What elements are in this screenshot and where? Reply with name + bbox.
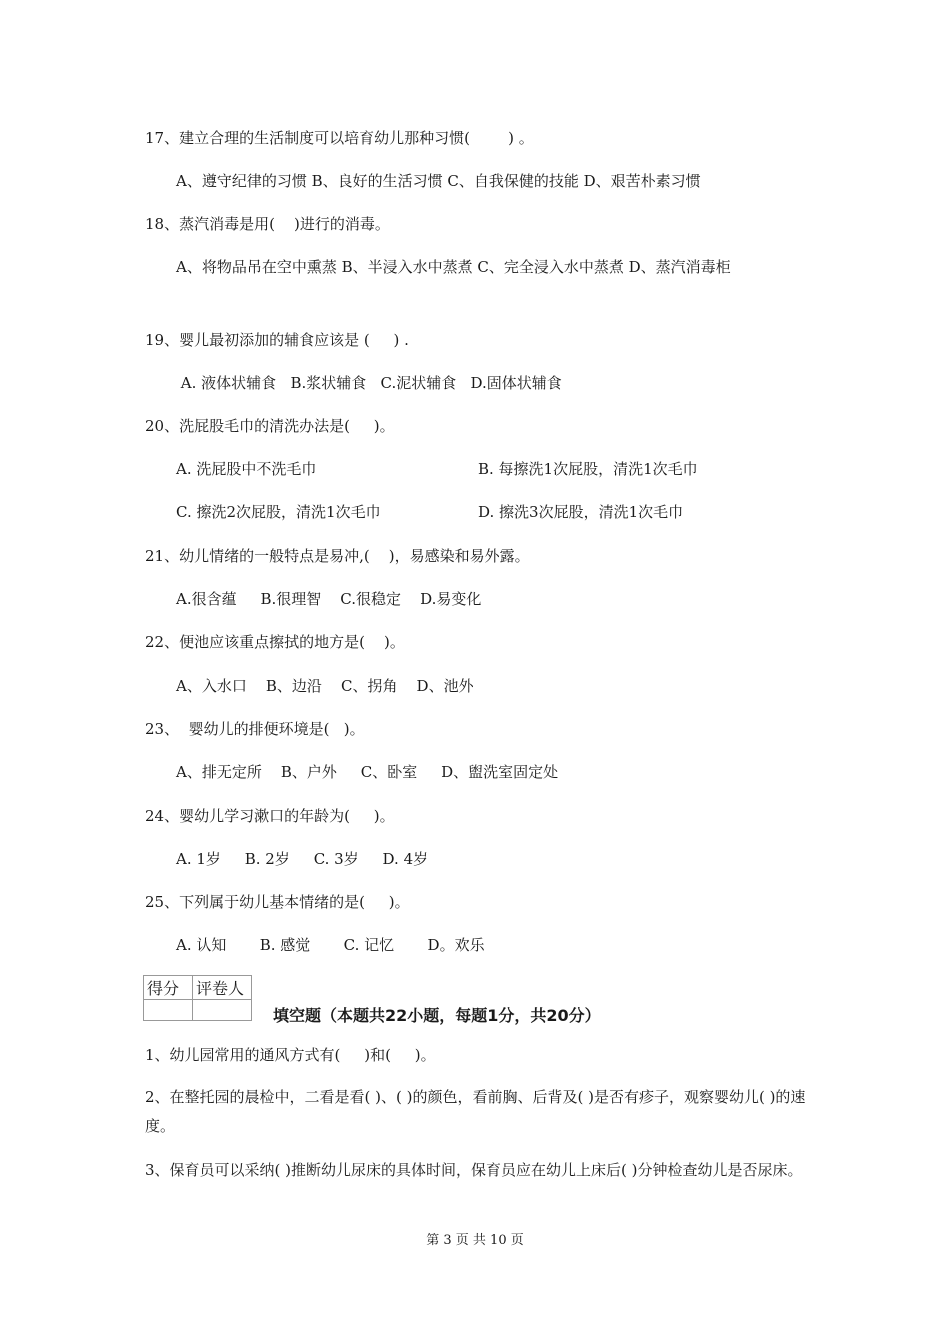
question-20-stem: 20、洗屁股毛巾的清洗办法是( )。 <box>145 417 395 435</box>
question-18-options: A、将物品吊在空中熏蒸 B、半浸入水中蒸煮 C、完全浸入水中蒸煮 D、蒸汽消毒柜 <box>176 258 731 276</box>
question-21-stem: 21、幼儿情绪的一般特点是易冲,( )，易感染和易外露。 <box>145 547 530 565</box>
question-20-option-d: D. 擦洗3次屁股，清洗1次毛巾 <box>478 503 684 521</box>
score-label: 得分 <box>144 976 193 1000</box>
question-20-option-a: A. 洗屁股中不洗毛巾 <box>176 460 317 478</box>
question-17-stem: 17、建立合理的生活制度可以培育幼儿那种习惯( ) 。 <box>145 129 534 147</box>
question-25-stem: 25、下列属于幼儿基本情绪的是( )。 <box>145 893 410 911</box>
question-22-stem: 22、便池应该重点擦拭的地方是( )。 <box>145 633 405 651</box>
grader-label: 评卷人 <box>193 976 252 1000</box>
question-21-options: A.很含蕴 B.很理智 C.很稳定 D.易变化 <box>176 590 482 608</box>
score-cell <box>144 1000 193 1021</box>
score-box <box>143 975 252 1021</box>
question-25-options: A. 认知 B. 感觉 C. 记忆 D。欢乐 <box>176 936 485 954</box>
question-23-stem: 23、 婴幼儿的排便环境是( )。 <box>145 720 365 738</box>
question-20-option-b: B. 每擦洗1次屁股，清洗1次毛巾 <box>478 460 698 478</box>
question-20-option-c: C. 擦洗2次屁股，清洗1次毛巾 <box>176 503 381 521</box>
question-23-options: A、排无定所 B、户外 C、卧室 D、盥洗室固定处 <box>176 763 559 781</box>
question-24-options: A. 1岁 B. 2岁 C. 3岁 D. 4岁 <box>176 850 429 868</box>
question-18-stem: 18、蒸汽消毒是用( )进行的消毒。 <box>145 215 390 233</box>
question-17-options: A、遵守纪律的习惯 B、良好的生活习惯 C、自我保健的技能 D、艰苦朴素习惯 <box>176 172 701 190</box>
grader-cell <box>193 1000 252 1021</box>
question-19-stem: 19、婴儿最初添加的辅食应该是 ( ) . <box>145 331 409 349</box>
fill-blank-3: 3、保育员可以采纳( )推断幼儿尿床的具体时间，保育员应在幼儿上床后( )分钟检查幼儿是否尿床。 <box>145 1161 803 1179</box>
section-title: 填空题（本题共22小题，每题1分，共20分） <box>273 1006 601 1025</box>
fill-blank-2: 2、在整托园的晨检中，二看是看( )、( )的颜色，看前胸、后背及( )是否有疹子，观察婴幼儿( )的速度。 <box>145 1088 806 1135</box>
question-22-options: A、入水口 B、边沿 C、拐角 D、池外 <box>176 677 474 695</box>
question-24-stem: 24、婴幼儿学习漱口的年龄为( )。 <box>145 807 395 825</box>
page-footer: 第 3 页 共 10 页 <box>426 1233 524 1248</box>
question-19-options: A. 液体状辅食 B.浆状辅食 C.泥状辅食 D.固体状辅食 <box>176 374 562 392</box>
fill-blank-1: 1、幼儿园常用的通风方式有( )和( )。 <box>145 1046 436 1064</box>
